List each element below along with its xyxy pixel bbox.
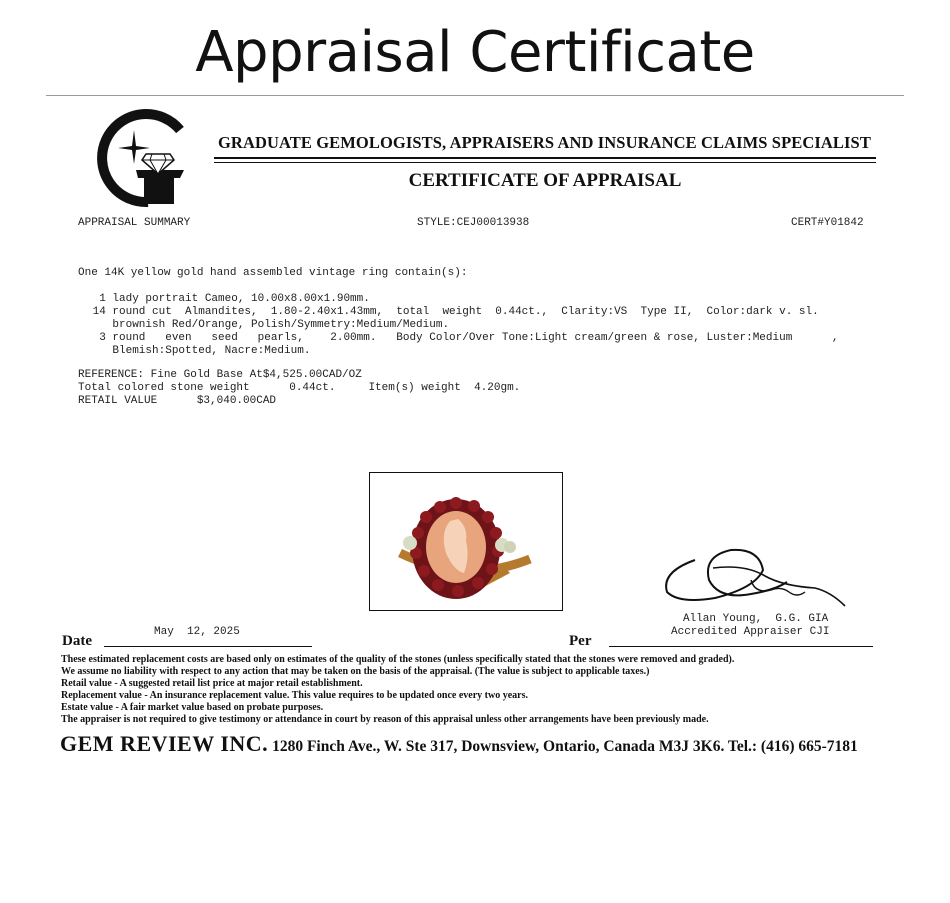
header-rule xyxy=(214,157,876,159)
ring-photo xyxy=(369,472,563,611)
item-line: 14 round cut Almandites, 1.80-2.40x1.43mm, total weight 0.44ct., Clarity:VS Type II, Color:dark v. sl. xyxy=(86,306,819,318)
reference-line: REFERENCE: Fine Gold Base At$4,525.00CAD/OZ xyxy=(78,369,362,381)
company-heading: GRADUATE GEMOLOGISTS, APPRAISERS AND INSURANCE CLAIMS SPECIALIST xyxy=(218,133,871,152)
disclaimer-line: We assume no liability with respect to any action that may be taken on the basis of the appraisal. (The value is subject to applicable taxes.) xyxy=(61,666,650,677)
cert-number: CERT#Y01842 xyxy=(791,217,864,229)
cameo-ring-image xyxy=(370,473,562,610)
certificate-title: CERTIFICATE OF APPRAISAL xyxy=(408,170,682,191)
date-underline xyxy=(104,646,312,647)
page-title: Appraisal Certificate xyxy=(195,20,755,85)
disclaimer-line: Estate value - A fair market value based on probate purposes. xyxy=(61,702,324,713)
footer-address: 1280 Finch Ave., W. Ste 317, Downsview, Ontario, Canada M3J 3K6. Tel.: (416) 665-7181 xyxy=(272,738,858,755)
item-line: 1 lady portrait Cameo, 10.00x8.00x1.90mm. xyxy=(86,293,370,305)
appraisal-summary-label: APPRAISAL SUMMARY xyxy=(78,217,191,229)
retail-value-line: RETAIL VALUE $3,040.00CAD xyxy=(78,395,277,407)
total-weight-line: Total colored stone weight 0.44ct. Item(s) weight 4.20gm. xyxy=(78,382,521,394)
footer-company: GEM REVIEW INC. xyxy=(60,731,269,756)
style-number: STYLE:CEJ00013938 xyxy=(417,217,530,229)
disclaimer-line: Replacement value - An insurance replacement value. This value requires to be updated once every two years. xyxy=(61,690,529,701)
title-divider xyxy=(46,95,904,96)
footer xyxy=(60,731,858,757)
per-underline xyxy=(609,646,873,647)
item-line: Blemish:Spotted, Nacre:Medium. xyxy=(86,345,311,357)
header-rule-thin xyxy=(214,162,876,163)
appraiser-signature xyxy=(655,540,855,616)
item-intro: One 14K yellow gold hand assembled vintage ring contain(s): xyxy=(78,267,468,279)
disclaimer-line: Retail value - A suggested retail list price at major retail establishment. xyxy=(61,678,363,689)
date-label: Date xyxy=(62,633,92,649)
appraiser-title: Accredited Appraiser CJI xyxy=(671,626,830,638)
date-value: May 12, 2025 xyxy=(154,626,240,638)
appraiser-name: Allan Young, G.G. GIA xyxy=(683,613,829,625)
gemologist-logo-icon xyxy=(88,108,188,210)
per-label: Per xyxy=(569,633,592,649)
item-line: 3 round even seed pearls, 2.00mm. Body Color/Over Tone:Light cream/green & rose, Luster:Medium , xyxy=(86,332,839,344)
item-line: brownish Red/Orange, Polish/Symmetry:Medium/Medium. xyxy=(86,319,450,331)
disclaimer-line: These estimated replacement costs are based only on estimates of the quality of the stones (unless specifically stated that the stones were removed and graded). xyxy=(61,654,735,665)
disclaimer-line: The appraiser is not required to give testimony or attendance in court by reason of this appraisal unless other arrangements have been previously made. xyxy=(61,714,709,725)
